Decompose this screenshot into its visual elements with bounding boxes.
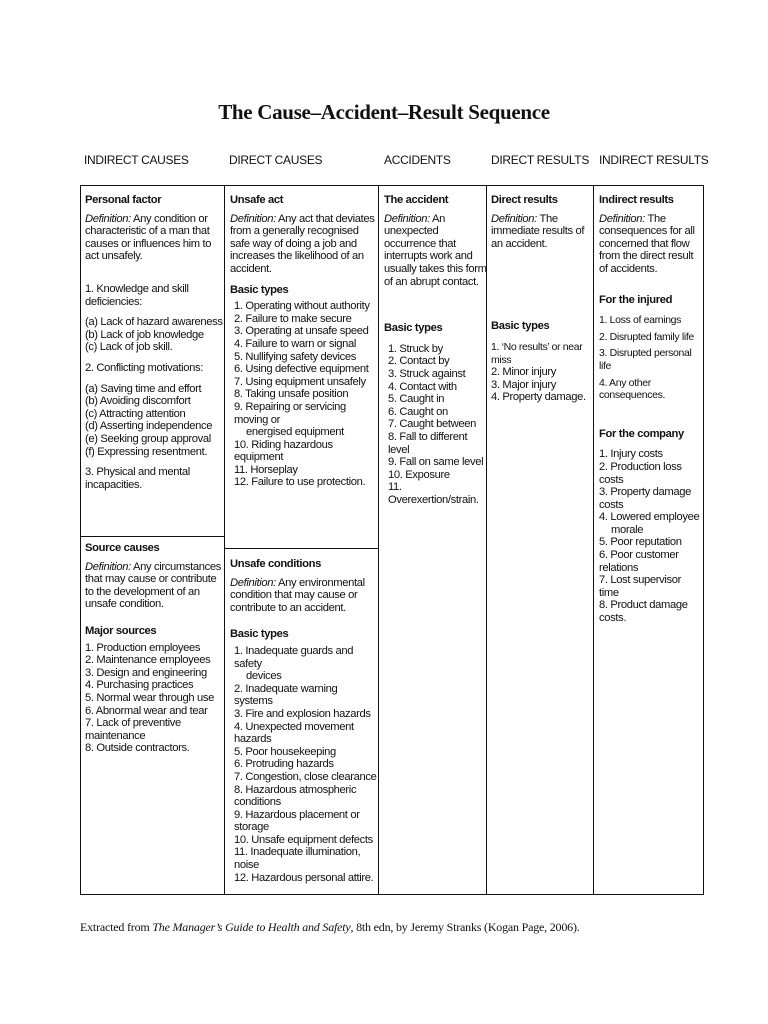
unsafe-conditions-list <box>230 645 378 884</box>
column-header-direct-causes: DIRECT CAUSES <box>229 153 323 167</box>
citation-suffix: , 8th edn, by Jeremy Stranks (Kogan Page, 2006). <box>350 920 580 934</box>
list-item: 3. Operating at unsafe speed <box>234 325 369 338</box>
list-item: 7. Caught between <box>388 418 476 431</box>
list-item: 4. Failure to warn or signal <box>234 337 357 350</box>
list-item: 8. Taking unsafe position <box>234 388 349 401</box>
list-item: 1. Injury costs <box>599 448 663 461</box>
list-item: 8. Fall to different level <box>388 430 468 456</box>
direct-results-cell <box>491 194 595 404</box>
unsafe-act-definition: Definition: Any act that deviates from a generally recognised safe way of doing a job and increases the likelihood of an accident. <box>230 212 375 275</box>
cause-accident-result-table <box>80 185 704 895</box>
source-citation <box>80 920 580 935</box>
personal-factor-cell <box>85 194 225 491</box>
direct-results-list <box>491 341 595 404</box>
list-item: 7. Lost supervisor time <box>599 574 681 599</box>
list-item: 5. Normal wear through use <box>85 691 214 704</box>
accident-basic-types-heading: Basic types <box>384 322 443 335</box>
list-item: 4. Lowered employee <box>599 511 700 524</box>
list-item: (b) Lack of job knowledge <box>85 328 204 341</box>
direct-results-heading: Direct results <box>491 194 558 206</box>
list-item: 12. Hazardous personal attire. <box>234 871 374 884</box>
list-item: 6. Poor customer relations <box>599 549 679 574</box>
list-item: 3. Struck against <box>388 367 466 380</box>
list-item: 7. Using equipment unsafely <box>234 375 366 388</box>
list-item: (c) Attracting attention <box>85 407 186 420</box>
injured-consequences-list <box>599 314 703 402</box>
list-item: 4. Any other consequences. <box>599 376 666 402</box>
indirect-results-cell <box>599 194 703 625</box>
list-item: 1. Operating without authority <box>234 300 370 313</box>
for-the-company-heading: For the company <box>599 427 684 440</box>
list-item: 8. Hazardous atmospheric conditions <box>234 783 357 809</box>
major-sources-heading: Major sources <box>85 624 157 637</box>
list-item: (c) Lack of job skill. <box>85 341 173 354</box>
list-item: 4. Purchasing practices <box>85 679 194 692</box>
list-item: 2. Inadequate warning systems <box>234 682 338 708</box>
list-item: 7. Lack of preventive maintenance <box>85 717 181 742</box>
personal-factor-heading: Personal factor <box>85 194 162 206</box>
for-the-injured-heading: For the injured <box>599 293 673 306</box>
list-item: 8. Outside contractors. <box>85 742 190 755</box>
personal-factor-definition: Definition: Any condition or characteristic of a man that causes or influences him to act unsafely. <box>85 212 212 263</box>
column-header-direct-results: DIRECT RESULTS <box>491 153 590 167</box>
list-item: 6. Using defective equipment <box>234 363 369 376</box>
list-item: morale <box>611 523 644 536</box>
list-item: 2. Production loss costs <box>599 460 682 486</box>
list-item: devices <box>246 670 282 683</box>
column-divider <box>378 186 379 894</box>
list-item: 6. Protruding hazards <box>234 758 334 771</box>
list-item: 2. Contact by <box>388 355 450 368</box>
list-item: 11. Horseplay <box>234 463 298 476</box>
personal-factor-item: 3. Physical and mental incapacities. <box>85 466 190 491</box>
source-causes-heading: Source causes <box>85 542 160 554</box>
list-item: 7. Congestion, close clearance <box>234 770 377 783</box>
knowledge-deficiency-list <box>85 316 225 354</box>
list-item: 2. Minor injury <box>491 366 557 379</box>
list-item: 3. Property damage costs <box>599 486 691 511</box>
list-item: 4. Unexpected movement hazards <box>234 720 354 746</box>
list-item: 9. Repairing or servicing moving or <box>234 400 346 426</box>
major-sources-list <box>85 642 225 755</box>
list-item: (e) Seeking group approval <box>85 432 211 445</box>
source-causes-definition: Definition: Any circumstances that may cause or contribute to the development of an unsafe condition. <box>85 560 221 611</box>
list-item: 10. Unsafe equipment defects <box>234 833 373 846</box>
list-item: 1. Loss of earnings <box>599 314 682 327</box>
column-header-indirect-causes: INDIRECT CAUSES <box>84 153 189 167</box>
row-divider <box>224 548 378 549</box>
list-item: 5. Nullifying safety devices <box>234 350 357 363</box>
company-consequences-list <box>599 448 703 624</box>
list-item: energised equipment <box>246 426 344 439</box>
list-item: 8. Product damage costs. <box>599 599 688 625</box>
list-item: 2. Failure to make secure <box>234 312 352 325</box>
personal-factor-item: 2. Conflicting motivations: <box>85 361 204 374</box>
list-item: 1. Inadequate guards and safety <box>234 644 354 670</box>
list-item: 6. Caught on <box>388 405 448 418</box>
list-item: 3. Design and engineering <box>85 666 207 679</box>
list-item: 4. Property damage. <box>491 391 586 404</box>
list-item: (d) Asserting independence <box>85 420 213 433</box>
list-item: 1. Production employees <box>85 641 201 654</box>
list-item: 10. Exposure <box>388 468 450 481</box>
list-item: 5. Poor reputation <box>599 536 682 549</box>
indirect-results-heading: Indirect results <box>599 194 674 206</box>
column-header-accidents: ACCIDENTS <box>384 153 451 167</box>
list-item: 3. Disrupted personal life <box>599 347 692 372</box>
list-item: 2. Disrupted family life <box>599 330 694 343</box>
column-header-indirect-results: INDIRECT RESULTS <box>599 153 709 167</box>
conflicting-motivation-list <box>85 383 225 459</box>
list-item: 5. Caught in <box>388 393 445 406</box>
list-item: 9. Fall on same level <box>388 456 484 469</box>
list-item: 1. ‘No results’ or near miss <box>491 340 583 366</box>
list-item: 6. Abnormal wear and tear <box>85 704 208 717</box>
citation-book-title: The Manager’s Guide to Health and Safety <box>152 920 351 934</box>
unsafe-act-list <box>230 300 378 489</box>
unsafe-act-heading: Unsafe act <box>230 194 284 206</box>
list-item: 12. Failure to use protection. <box>234 476 366 489</box>
direct-results-definition: Definition: The immediate results of an accident. <box>491 212 585 250</box>
list-item: 3. Major injury <box>491 378 557 391</box>
direct-results-basic-types-heading: Basic types <box>491 320 550 333</box>
page-title: The Cause–Accident–Result Sequence <box>218 100 550 124</box>
accident-types-list <box>384 343 488 507</box>
list-item: 1. Struck by <box>388 342 443 355</box>
list-item: 10. Riding hazardous equipment <box>234 438 333 464</box>
list-item: 4. Contact with <box>388 380 457 393</box>
list-item: 2. Maintenance employees <box>85 654 211 667</box>
unsafe-act-basic-types-heading: Basic types <box>230 283 289 296</box>
list-item: 5. Poor housekeeping <box>234 745 336 758</box>
unsafe-conditions-cell <box>230 558 378 884</box>
list-item: 11. Inadequate illumination, noise <box>234 846 361 872</box>
list-item: (b) Avoiding discomfort <box>85 395 191 408</box>
list-item: 3. Fire and explosion hazards <box>234 707 371 720</box>
unsafe-conditions-basic-types-heading: Basic types <box>230 628 289 641</box>
accident-heading: The accident <box>384 194 449 206</box>
list-item: 11. Overexertion/strain. <box>388 481 479 506</box>
personal-factor-item: 1. Knowledge and skill deficiencies: <box>85 282 189 308</box>
list-item: 9. Hazardous placement or storage <box>234 808 360 834</box>
unsafe-act-cell <box>230 194 378 489</box>
citation-prefix: Extracted from <box>80 920 153 934</box>
indirect-results-definition: Definition: The consequences for all concerned that flow from the direct result of accidents. <box>599 212 695 275</box>
list-item: (a) Lack of hazard awareness <box>85 316 223 329</box>
source-causes-cell <box>85 542 225 755</box>
accident-definition: Definition: An unexpected occurrence that interrupts work and usually takes this form of an abrupt contact. <box>384 212 487 288</box>
unsafe-conditions-definition: Definition: Any environmental condition that may cause or contribute to an accident. <box>230 576 365 614</box>
accident-cell <box>384 194 488 506</box>
row-divider <box>81 536 224 537</box>
unsafe-conditions-heading: Unsafe conditions <box>230 558 322 570</box>
list-item: (f) Expressing resentment. <box>85 445 208 458</box>
list-item: (a) Saving time and effort <box>85 382 202 395</box>
